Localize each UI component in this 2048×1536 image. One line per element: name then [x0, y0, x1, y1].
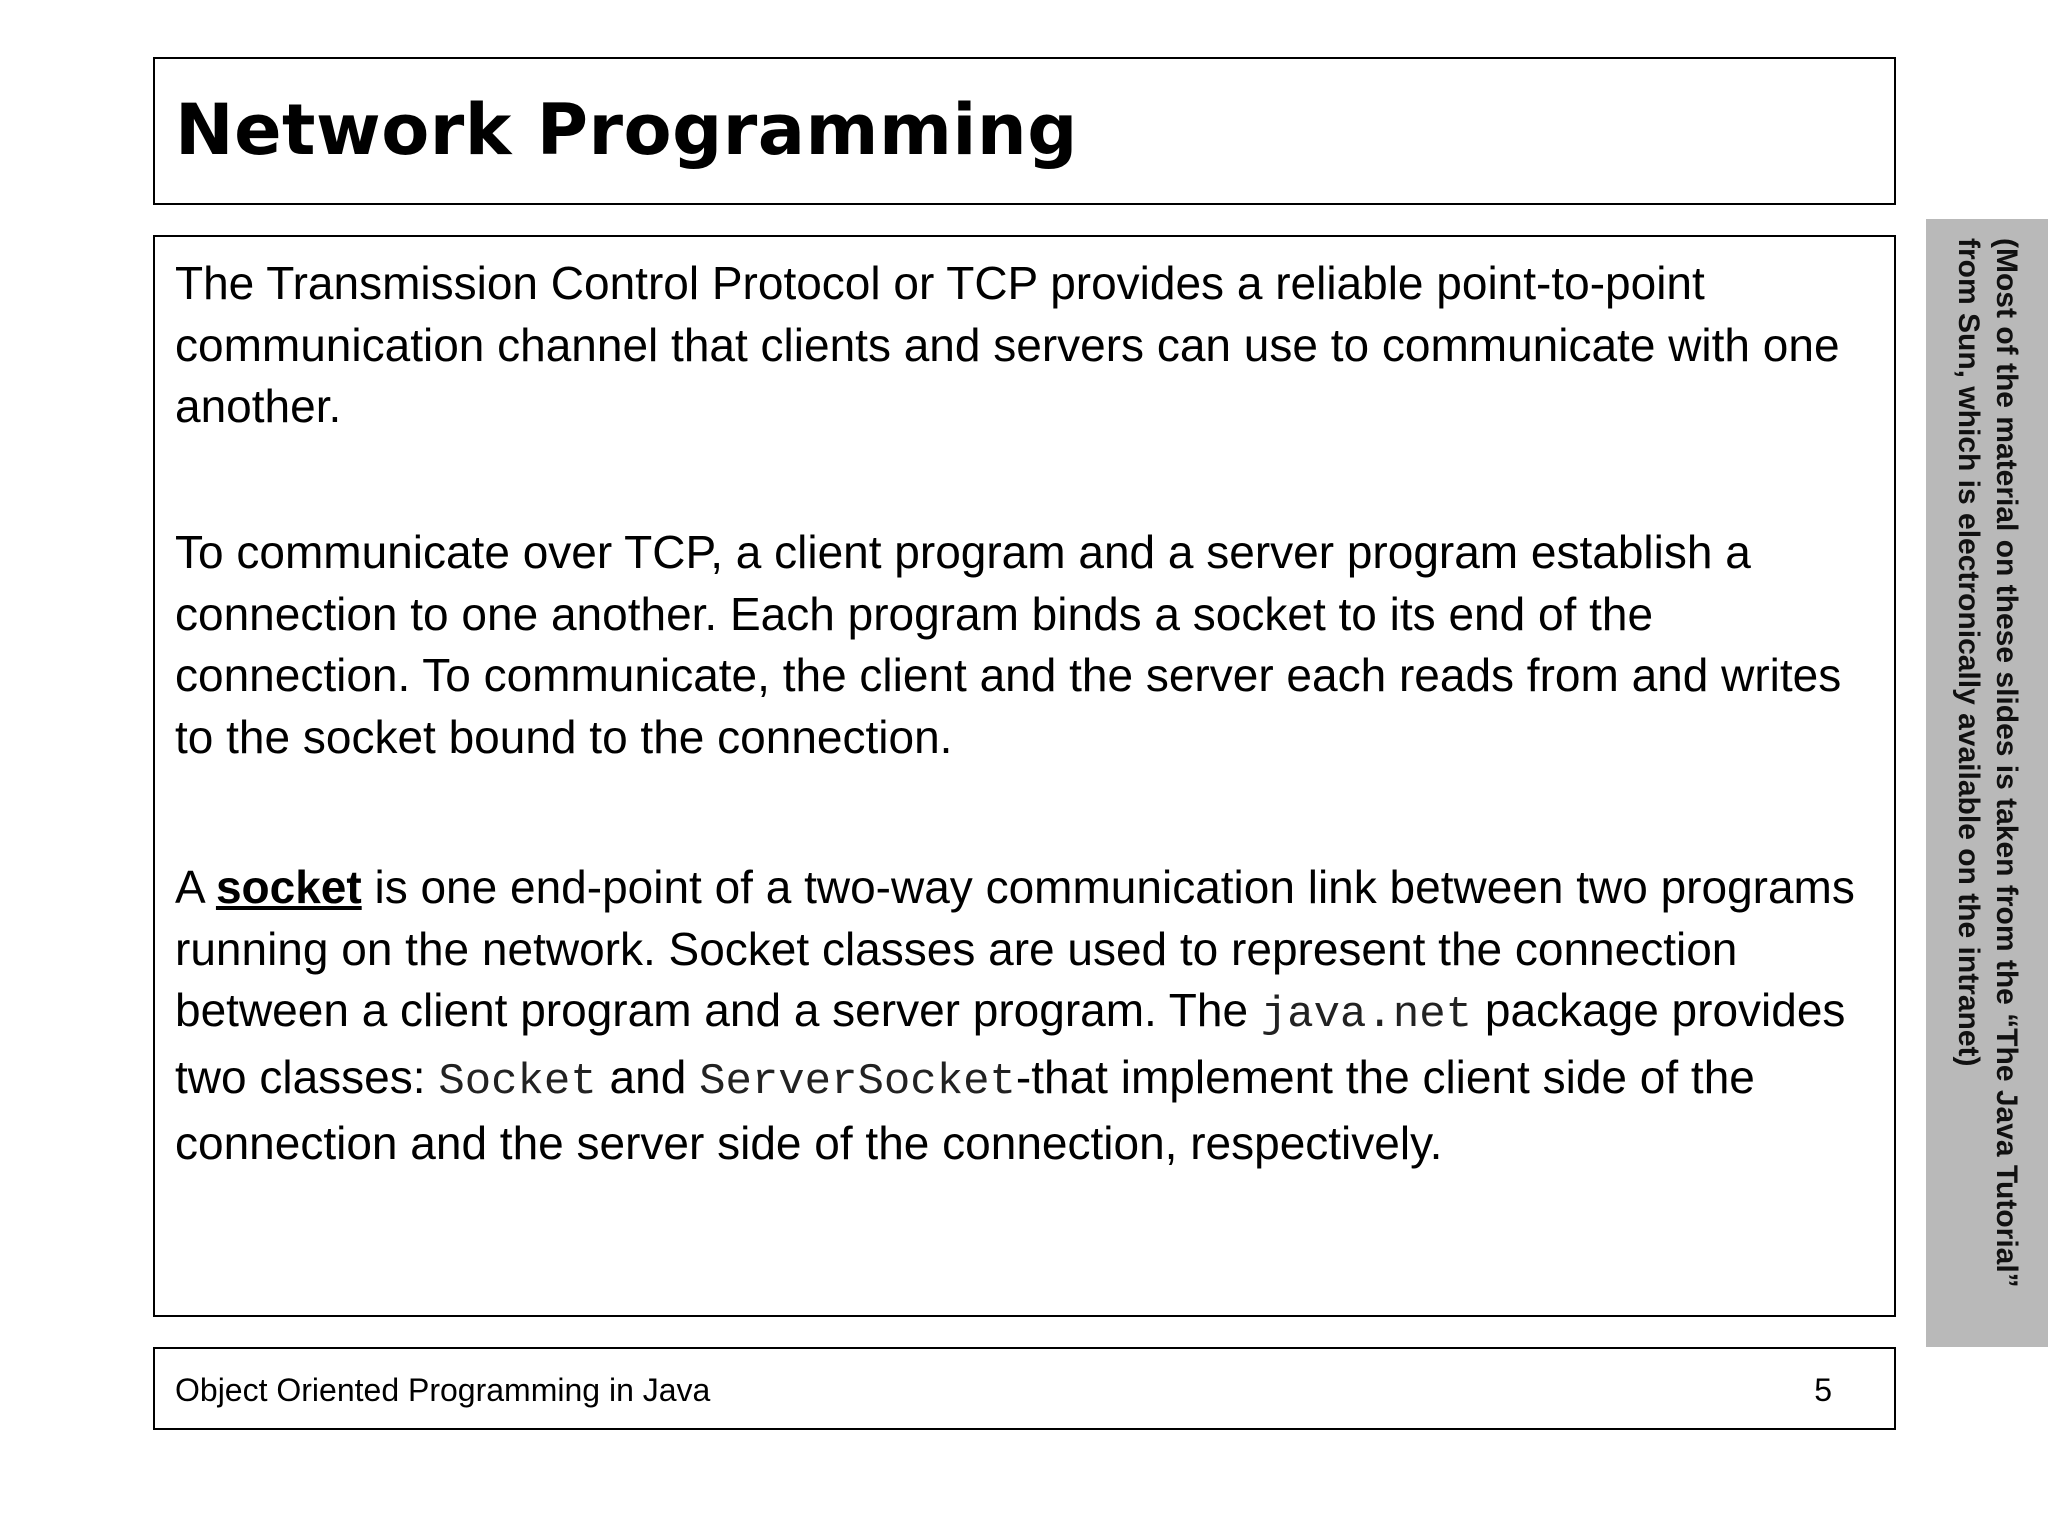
footer-box — [153, 1347, 1896, 1430]
socket-keyword: socket — [215, 861, 362, 913]
p3-prefix: A — [175, 861, 216, 913]
p3-text1: is one end-point of a two-way communication link between two programs running on the network. Socket classes are used to represent the connection between a client program and a server program. The — [175, 861, 1855, 1036]
code-socket: Socket — [438, 1056, 597, 1107]
code-serversocket: ServerSocket — [699, 1056, 1016, 1107]
p3-text2: package provides two classes: — [175, 984, 1846, 1103]
side-note-panel — [1926, 219, 2048, 1347]
paragraph-tcp-intro: The Transmission Control Protocol or TCP provides a reliable point-to-point communication channel that clients and servers can use to communicate with one another. — [175, 257, 1840, 432]
page-number: 5 — [1814, 1372, 1832, 1408]
p3-text4: -that implement the client side of the connection and the server side of the connection, respectively. — [175, 1050, 1755, 1169]
paragraph-tcp-connection: To communicate over TCP, a client program and a server program establish a connection to one another. Each program binds a socket to its end of the connection. To communicate, the client and the server each reads from and writes to the socket bound to the connection. — [175, 526, 1842, 763]
p3-text3: and — [596, 1050, 700, 1103]
content-box — [153, 235, 1896, 1317]
title-box — [153, 57, 1896, 205]
side-note-text: (Most of the material on these slides is taken from the “The Java Tutorial” from Sun, which is electronically available on the intranet) — [1952, 238, 2023, 1288]
paragraph-socket-definition — [175, 857, 1875, 1175]
code-java-net: java.net — [1260, 990, 1473, 1040]
footer-course-title: Object Oriented Programming in Java — [175, 1372, 711, 1408]
slide-title: Network Programming — [175, 89, 1078, 171]
